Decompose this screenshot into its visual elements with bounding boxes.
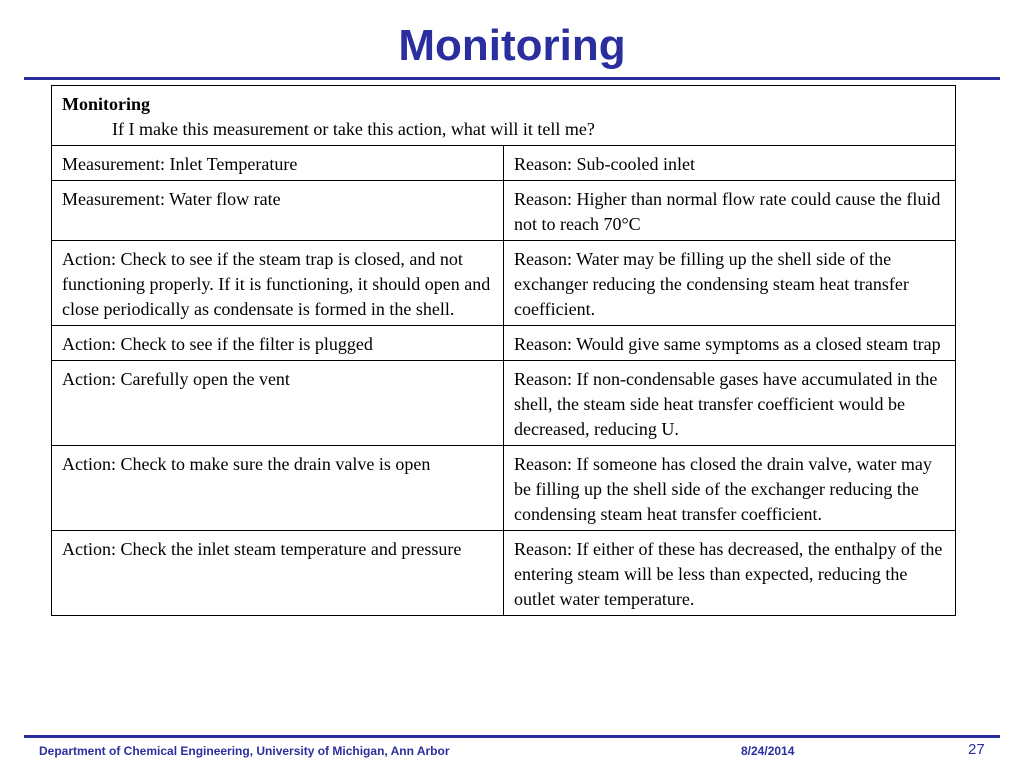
table-cell-reason: Reason: Sub-cooled inlet (504, 146, 956, 181)
table-cell-action: Action: Check to make sure the drain valve is open (52, 446, 504, 531)
table-cell-reason: Reason: Would give same symptoms as a closed steam trap (504, 326, 956, 361)
table-cell-reason: Reason: If someone has closed the drain valve, water may be filling up the shell side of the exchanger reducing the condensing steam heat transfer coefficient. (504, 446, 956, 531)
table-row (52, 326, 956, 361)
footer-date: 8/24/2014 (741, 744, 795, 758)
footer-divider (24, 735, 1000, 738)
footer-department: Department of Chemical Engineering, University of Michigan, Ann Arbor (39, 744, 450, 758)
monitoring-table (51, 85, 956, 616)
table-row (52, 181, 956, 241)
table-cell-measurement: Measurement: Water flow rate (52, 181, 504, 241)
table-row (52, 241, 956, 326)
table-cell-action: Action: Check to see if the filter is plugged (52, 326, 504, 361)
table-cell-reason: Reason: If either of these has decreased, the enthalpy of the entering steam will be less than expected, reducing the outlet water temperature. (504, 531, 956, 616)
table-row (52, 146, 956, 181)
table-cell-measurement: Measurement: Inlet Temperature (52, 146, 504, 181)
page-number: 27 (968, 741, 985, 758)
table-header-question: If I make this measurement or take this action, what will it tell me? (112, 119, 595, 139)
table-header-title: Monitoring (62, 94, 150, 114)
table-header-row (52, 86, 956, 146)
table-row (52, 361, 956, 446)
slide-title: Monitoring (398, 21, 626, 70)
title-divider (24, 77, 1000, 80)
table-cell-reason: Reason: If non-condensable gases have accumulated in the shell, the steam side heat transfer coefficient would be decreased, reducing U. (504, 361, 956, 446)
table-header-cell (52, 86, 956, 146)
table-cell-action: Action: Carefully open the vent (52, 361, 504, 446)
table-row (52, 446, 956, 531)
table-cell-action: Action: Check to see if the steam trap is closed, and not functioning properly. If it is functioning, it should open and close periodically as condensate is formed in the shell. (52, 241, 504, 326)
table-cell-action: Action: Check the inlet steam temperature and pressure (52, 531, 504, 616)
table-row (52, 531, 956, 616)
table-cell-reason: Reason: Water may be filling up the shell side of the exchanger reducing the condensing steam heat transfer coefficient. (504, 241, 956, 326)
table-cell-reason: Reason: Higher than normal flow rate could cause the fluid not to reach 70°C (504, 181, 956, 241)
